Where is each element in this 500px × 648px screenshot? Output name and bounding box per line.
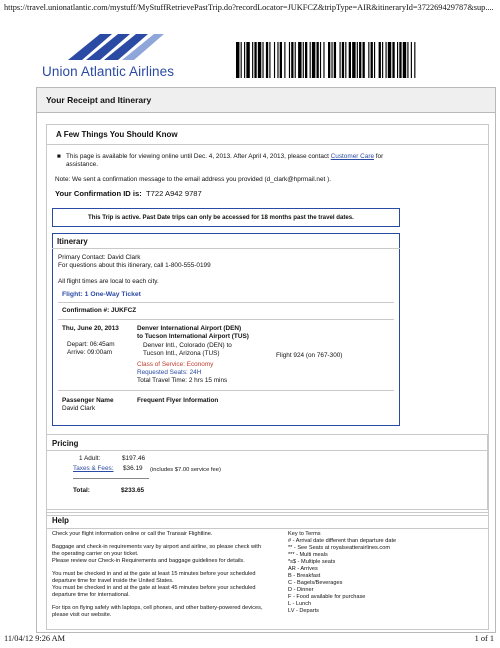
local-times-note: All flight times are local to each city. xyxy=(58,278,159,285)
taxes-fees-link[interactable]: Taxes & Fees: xyxy=(73,465,114,472)
help-text xyxy=(52,531,263,619)
barcode-bar xyxy=(411,42,412,78)
primary-contact: Primary Contact: David Clark xyxy=(58,254,141,261)
divider xyxy=(46,528,489,529)
barcode-bar xyxy=(266,42,268,78)
divider xyxy=(58,390,394,391)
questions-phone: For questions about this itinerary, call 1-800-555-0199 xyxy=(58,262,211,269)
passenger-name: David Clark xyxy=(62,405,96,412)
key-item: D - Dinner xyxy=(288,587,314,593)
itinerary-confirmation: Confirmation #: JUKFCZ xyxy=(62,307,137,314)
help-p2-3: Please review our Check-in Requirements and baggage guidelines for details. xyxy=(52,558,245,564)
notice-line-1: This page is available for viewing online until Dec. 4, 2013. After April 4, 2013, please contact xyxy=(66,153,329,160)
barcode-bar xyxy=(262,42,263,78)
barcode-bar xyxy=(334,42,336,78)
help-p3-2: departure time for travel inside the United States. xyxy=(52,578,174,584)
pricing-title: Pricing xyxy=(52,439,79,448)
barcode-bar xyxy=(252,42,253,78)
barcode-bar xyxy=(363,42,365,78)
confirmation-id: T722 A942 9787 xyxy=(146,189,202,198)
airline-logo xyxy=(42,30,192,82)
barcode-bar xyxy=(269,42,270,78)
total-label: Total: xyxy=(73,487,90,494)
total-price: $233.65 xyxy=(121,487,145,494)
help-p3-1: You must be checked in and at the gate at least 15 minutes before your scheduled xyxy=(52,571,256,577)
itinerary-title: Itinerary xyxy=(57,237,88,246)
key-item: B - Breakfast xyxy=(288,573,321,579)
notice-title: A Few Things You Should Know xyxy=(56,130,178,139)
route-line-2: to Tucson International Airport (TUS) xyxy=(137,333,249,340)
barcode-bar xyxy=(414,42,415,78)
customer-care-link[interactable]: Customer Care xyxy=(330,153,374,160)
to-city: Tucson Intl., Arizona (TUS) xyxy=(143,350,220,357)
help-p3-3: You must be checked in and at the gate at least 45 minutes before your scheduled xyxy=(52,585,256,591)
from-city: Denver Intl., Colorado (DEN) to xyxy=(143,342,232,349)
flight-ticket-label: Flight: 1 One-Way Ticket xyxy=(62,291,141,298)
barcode-bar xyxy=(244,42,245,78)
barcode-bar xyxy=(374,42,375,78)
barcode-bar xyxy=(371,42,373,78)
notice-line-2: assistance. xyxy=(66,161,98,168)
airline-name: Union Atlantic Airlines xyxy=(42,64,175,79)
total-rule xyxy=(73,478,149,479)
barcode-bar xyxy=(310,42,311,78)
print-date: 11/04/12 9:26 AM xyxy=(4,634,66,643)
barcode-bar xyxy=(379,42,381,78)
barcode-bar xyxy=(386,42,387,78)
barcode-bar xyxy=(241,42,242,78)
passenger-name-header: Passenger Name xyxy=(62,397,114,404)
help-p4-2: please visit our website. xyxy=(52,612,112,618)
barcode-bar xyxy=(359,42,361,78)
help-p1: Check your flight information online or call the Transair Flightline. xyxy=(52,531,213,537)
divider xyxy=(46,144,489,145)
requested-seats: Requested Seats: 24H xyxy=(137,369,202,376)
barcode-bar xyxy=(397,42,398,78)
key-item: LV - Departs xyxy=(288,608,319,614)
barcode-bar xyxy=(289,42,290,78)
help-p4-1: For tips on flying safely with laptops, cell phones, and other battery-powered devices, xyxy=(52,605,263,611)
key-title: Key to Terms xyxy=(288,531,321,537)
key-item: F - Food available for purchase xyxy=(288,594,366,600)
barcode-bar xyxy=(342,42,344,78)
key-item: C - Bagels/Beverages xyxy=(288,580,343,586)
logo-emblem-icon xyxy=(60,30,180,64)
total-travel-time: Total Travel Time: 2 hrs 15 mins xyxy=(137,377,228,384)
barcode-bar xyxy=(331,42,332,78)
help-p2-1: Baggage and check-in requirements vary by airport and airline, so please check with xyxy=(52,544,261,550)
taxes-note: (includes $7.00 service fee) xyxy=(150,467,221,473)
barcode-bar xyxy=(295,42,296,78)
barcode-bar xyxy=(357,42,358,78)
barcode-bar xyxy=(328,42,330,78)
barcode-bar xyxy=(340,42,341,78)
barcode-bar xyxy=(349,42,351,78)
key-item: *** - Multi meals xyxy=(288,552,328,558)
barcode-bar xyxy=(305,42,307,78)
flight-date: Thu, June 20, 2013 xyxy=(62,325,119,332)
adult-price: $197.46 xyxy=(122,455,146,462)
barcode-bar xyxy=(317,42,319,78)
barcode-bar xyxy=(345,42,346,78)
barcode-bar xyxy=(246,42,249,78)
barcode-bar xyxy=(284,42,285,78)
barcode-bar xyxy=(291,42,293,78)
confirmation-label: Your Confirmation ID is: xyxy=(55,189,142,198)
barcode-bar xyxy=(320,42,321,78)
arrive-time: Arrive: 09:00am xyxy=(67,349,113,356)
page-url: https://travel.unionatlantic.com/mystuff/MyStuffRetrievePastTrip.do?recordLocator=JUKFCZ&tripType=AIR&itineraryId=372269429787&sup.... xyxy=(4,3,494,12)
barcode-bar xyxy=(258,42,261,78)
page-count: 1 of 1 xyxy=(474,634,494,643)
help-title: Help xyxy=(52,516,69,525)
barcode-bar xyxy=(312,42,315,78)
key-item: ** - See Seats at royalseatterairlines.com xyxy=(288,545,390,551)
email-note: Note: We sent a confirmation message to the email address you provided (d_clark@hprmail.net ). xyxy=(55,176,331,183)
key-to-terms xyxy=(288,531,396,615)
barcode-bar xyxy=(352,42,355,78)
barcode-bar xyxy=(368,42,369,78)
notice-line-1-end: for xyxy=(374,153,384,160)
barcode-bar xyxy=(407,42,408,78)
class-of-service: Class of Service: Economy xyxy=(137,361,214,368)
receipt-title: Your Receipt and Itinerary xyxy=(46,95,152,105)
barcode-bar xyxy=(303,42,304,78)
key-item: # - Arrival date different than departure date xyxy=(288,538,397,544)
notice-text xyxy=(66,153,383,161)
barcode-bar xyxy=(392,42,394,78)
barcode-bar xyxy=(323,42,324,78)
barcode-bar xyxy=(403,42,406,78)
key-item: L - Lunch xyxy=(288,601,312,607)
barcode-bar xyxy=(277,42,278,78)
adult-label: 1 Adult: xyxy=(79,455,101,462)
active-trip-text: This Trip is active. Past Date trips can only be accessed for 18 months past the travel dates. xyxy=(88,214,354,221)
barcode-bar xyxy=(399,42,401,78)
bullet-icon: ■ xyxy=(57,153,61,160)
barcode-bar xyxy=(298,42,301,78)
frequent-flyer-header: Frequent Flyer Information xyxy=(137,397,219,404)
key-list xyxy=(288,538,396,615)
divider xyxy=(58,302,394,303)
barcode-bar xyxy=(388,42,391,78)
taxes-value: $36.19 xyxy=(123,465,143,472)
divider xyxy=(58,319,394,320)
barcode-bar xyxy=(254,42,256,78)
help-p2-2: the operating carrier on your ticket. xyxy=(52,551,139,557)
barcode-bar xyxy=(274,42,275,78)
barcode-bar xyxy=(382,42,383,78)
barcode-bar xyxy=(236,42,239,78)
divider xyxy=(46,450,488,451)
flight-number: Flight 924 (on 767-300) xyxy=(276,352,343,359)
key-item: AR - Arrives xyxy=(288,566,318,572)
divider xyxy=(52,248,400,249)
help-p3-4: departure time for international. xyxy=(52,592,130,598)
key-item: *s$ - Multiple seats xyxy=(288,559,336,565)
barcode xyxy=(236,42,494,78)
route-line-1: Denver International Airport (DEN) xyxy=(137,325,242,332)
barcode-bar xyxy=(280,42,282,78)
depart-time: Depart: 06:45am xyxy=(67,341,115,348)
